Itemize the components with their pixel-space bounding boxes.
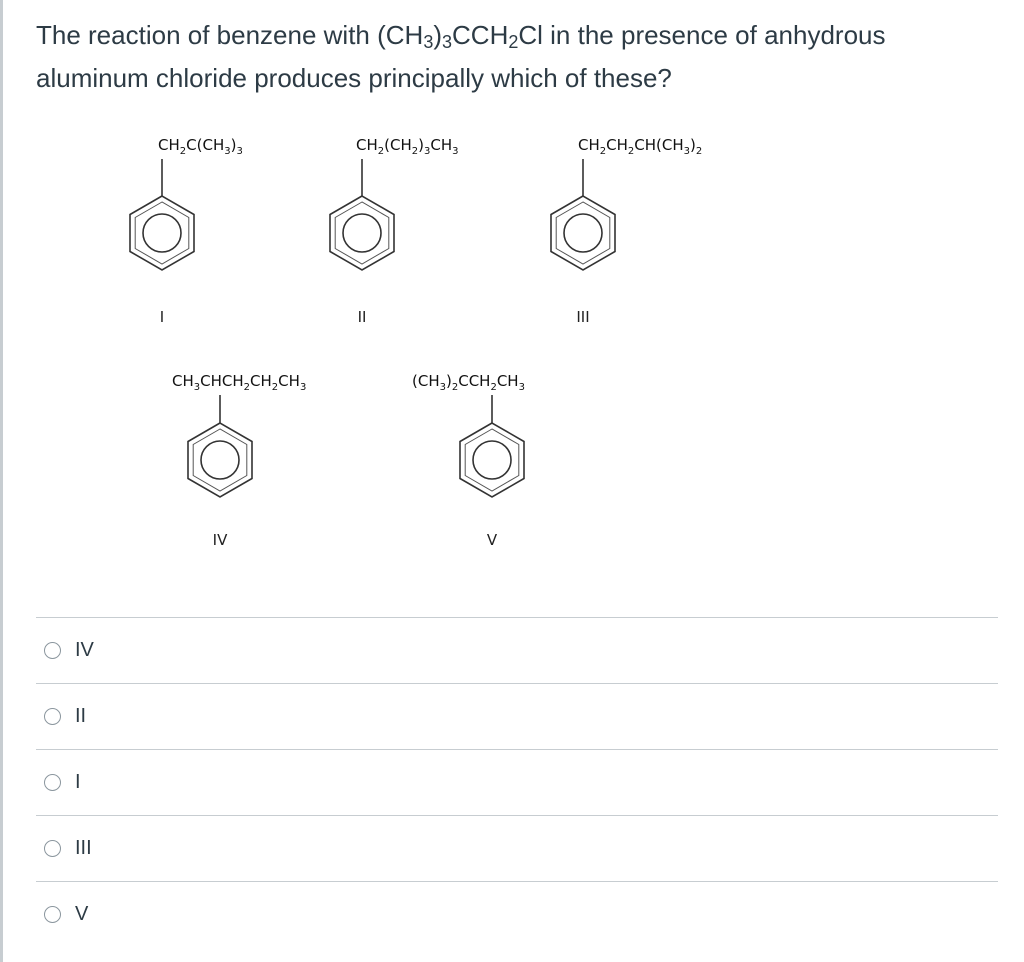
radio-button[interactable]: [44, 906, 61, 923]
substituent-formula: $CH_2CH_2CH(CH_3)_2$: [578, 136, 703, 157]
radio-button[interactable]: [44, 840, 61, 857]
radio-button[interactable]: [44, 642, 61, 659]
substituent-formula: $CH_3CHCH_2CH_2CH_3$: [172, 372, 307, 393]
radio-button[interactable]: [44, 774, 61, 791]
aromatic-circle: [143, 214, 181, 252]
substituent-formula: $CH_2C(CH_3)_3$: [158, 136, 243, 157]
answer-label: V: [75, 903, 89, 925]
structure-iv: [172, 372, 306, 549]
structure-label: II: [357, 308, 367, 326]
answer-label: IV: [75, 639, 94, 661]
answer-option[interactable]: [36, 683, 998, 749]
benzene-ring: [130, 196, 194, 270]
structure-label: I: [159, 308, 165, 326]
answer-list: [36, 617, 998, 947]
benzene-ring: [460, 423, 524, 497]
structure-label: III: [576, 308, 590, 326]
question-line-1: The reaction of benzene with $(CH_3)_3CCH_2Cl$ in the presence of anhydrous: [36, 20, 886, 52]
structure-v: [412, 372, 525, 549]
aromatic-circle: [201, 441, 239, 479]
structure-i: [130, 136, 243, 326]
structure-label: V: [486, 531, 498, 549]
benzene-ring: [188, 423, 252, 497]
substituent-formula: $(CH_3)_2CCH_2CH_3$: [412, 372, 525, 393]
answer-option[interactable]: [36, 815, 998, 881]
benzene-ring: [330, 196, 394, 270]
answer-label: III: [75, 837, 92, 859]
structure-iii: [551, 136, 702, 326]
aromatic-circle: [343, 214, 381, 252]
radio-button[interactable]: [44, 708, 61, 725]
aromatic-circle: [473, 441, 511, 479]
answer-option[interactable]: [36, 749, 998, 815]
answer-option[interactable]: [36, 881, 998, 947]
substituent-formula: $CH_2(CH_2)_3CH_3$: [356, 136, 459, 157]
answer-label: I: [75, 771, 81, 793]
answer-label: II: [75, 705, 87, 727]
structure-label: IV: [212, 531, 228, 549]
answer-option[interactable]: [36, 617, 998, 683]
aromatic-circle: [564, 214, 602, 252]
structure-ii: [330, 136, 459, 326]
benzene-ring: [551, 196, 615, 270]
question-line-2: aluminum chloride produces principally which of these?: [36, 63, 672, 93]
